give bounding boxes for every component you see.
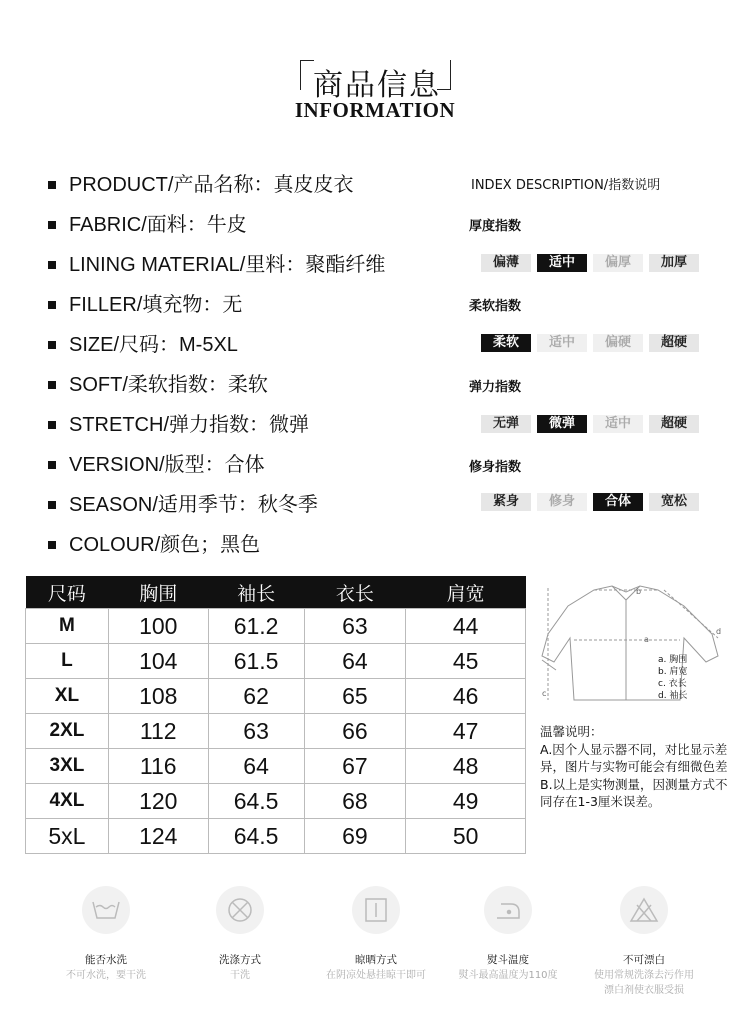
page-title: 商品信息 bbox=[313, 68, 441, 103]
table-cell: 63 bbox=[208, 714, 304, 749]
index-option: 偏厚 bbox=[593, 254, 643, 272]
index-scale-fit bbox=[481, 493, 705, 511]
index-option: 加厚 bbox=[649, 254, 699, 272]
table-cell: 108 bbox=[108, 679, 208, 714]
note-a: A.因个人显示器不同，对比显示差异，图片与实物可能会有细微色差 bbox=[540, 741, 728, 774]
index-category-label: 修身指数 bbox=[469, 460, 522, 475]
index-option: 紧身 bbox=[481, 493, 531, 511]
spec-item: SEASON/适用季节：秋冬季 bbox=[48, 492, 318, 518]
index-option: 宽松 bbox=[649, 493, 699, 511]
table-cell: 61.2 bbox=[208, 609, 304, 644]
care-title: 熨斗温度 bbox=[487, 954, 529, 966]
spec-item: FABRIC/面料：牛皮 bbox=[48, 212, 247, 238]
index-option: 偏薄 bbox=[481, 254, 531, 272]
table-cell: 5xL bbox=[26, 819, 109, 854]
measurement-diagram bbox=[534, 578, 744, 718]
column-header: 袖长 bbox=[208, 576, 304, 609]
care-icon-wrap bbox=[216, 886, 264, 934]
shirt-diagram-icon bbox=[534, 578, 744, 718]
size-table bbox=[25, 576, 526, 854]
index-option-selected: 微弹 bbox=[537, 415, 587, 433]
table-cell: 50 bbox=[406, 819, 526, 854]
index-option-selected: 适中 bbox=[537, 254, 587, 272]
index-option-selected: 合体 bbox=[593, 493, 643, 511]
table-row bbox=[26, 784, 526, 819]
table-cell: 66 bbox=[304, 714, 406, 749]
table-cell: 100 bbox=[108, 609, 208, 644]
diagram-letter-c: c bbox=[542, 689, 547, 698]
index-category-label: 厚度指数 bbox=[469, 219, 522, 234]
index-scale-softness bbox=[481, 334, 705, 352]
table-cell: 67 bbox=[304, 749, 406, 784]
column-header: 尺码 bbox=[26, 576, 109, 609]
table-cell: 63 bbox=[304, 609, 406, 644]
care-desc: 漂白剂使衣服受损 bbox=[604, 985, 684, 996]
notes bbox=[540, 723, 740, 811]
table-row bbox=[26, 819, 526, 854]
index-option: 修身 bbox=[537, 493, 587, 511]
spec-item: VERSION/版型：合体 bbox=[48, 452, 265, 478]
legend-item: c. 衣长 bbox=[658, 679, 687, 689]
legend-item: a. 胸围 bbox=[658, 655, 688, 665]
table-cell: 64.5 bbox=[208, 819, 304, 854]
spec-item: FILLER/填充物：无 bbox=[48, 292, 242, 318]
header bbox=[0, 0, 750, 130]
notes-title: 温馨说明： bbox=[540, 724, 603, 739]
care-icon-wrap bbox=[352, 886, 400, 934]
table-cell: 69 bbox=[304, 819, 406, 854]
index-heading: INDEX DESCRIPTION/指数说明 bbox=[471, 178, 661, 193]
care-icon-wrap bbox=[620, 886, 668, 934]
column-header: 衣长 bbox=[304, 576, 406, 609]
care-instructions bbox=[0, 880, 750, 1010]
note-b: B.以上是实物测量，因测量方式不同存在1-3厘米误差。 bbox=[540, 776, 728, 809]
iron-icon bbox=[484, 886, 532, 934]
spec-item: COLOUR/颜色；黑色 bbox=[48, 532, 260, 558]
care-desc: 干洗 bbox=[230, 970, 250, 981]
spec-item: PRODUCT/产品名称：真皮皮衣 bbox=[48, 172, 353, 198]
table-cell: 2XL bbox=[26, 714, 109, 749]
index-category-label: 柔软指数 bbox=[469, 299, 522, 314]
diagram-letter-a: a bbox=[644, 635, 649, 644]
index-option: 适中 bbox=[537, 334, 587, 352]
care-icon-wrap bbox=[82, 886, 130, 934]
wash-tub-icon bbox=[82, 886, 130, 934]
table-cell: 124 bbox=[108, 819, 208, 854]
spec-item: SIZE/尺码：M-5XL bbox=[48, 332, 238, 358]
table-cell: L bbox=[26, 644, 109, 679]
index-option: 无弹 bbox=[481, 415, 531, 433]
care-desc: 使用常规洗涤去污作用 bbox=[594, 970, 694, 981]
no-dryclean-circle-icon bbox=[216, 886, 264, 934]
table-cell: 64.5 bbox=[208, 784, 304, 819]
index-category-label: 弹力指数 bbox=[469, 380, 522, 395]
care-desc: 熨斗最高温度为110度 bbox=[458, 970, 558, 981]
table-row bbox=[26, 679, 526, 714]
table-cell: 61.5 bbox=[208, 644, 304, 679]
table-cell: 116 bbox=[108, 749, 208, 784]
diagram-letter-b: b bbox=[636, 587, 642, 596]
care-icon-wrap bbox=[484, 886, 532, 934]
size-table-header bbox=[26, 576, 526, 609]
page-subtitle: INFORMATION bbox=[294, 98, 456, 122]
table-cell: 47 bbox=[406, 714, 526, 749]
diagram-letter-d: d bbox=[716, 627, 722, 636]
index-option: 超硬 bbox=[649, 415, 699, 433]
table-row bbox=[26, 609, 526, 644]
drip-dry-icon bbox=[352, 886, 400, 934]
column-header: 肩宽 bbox=[406, 576, 526, 609]
spec-item: STRETCH/弹力指数：微弹 bbox=[48, 412, 309, 438]
table-cell: 64 bbox=[304, 644, 406, 679]
legend-item: b. 肩宽 bbox=[658, 667, 688, 677]
care-desc: 在阴凉处悬挂晾干即可 bbox=[326, 970, 426, 981]
care-title: 晾晒方式 bbox=[355, 954, 397, 966]
index-option-selected: 柔软 bbox=[481, 334, 531, 352]
table-row bbox=[26, 644, 526, 679]
index-option: 超硬 bbox=[649, 334, 699, 352]
index-option: 适中 bbox=[593, 415, 643, 433]
no-bleach-icon bbox=[620, 886, 668, 934]
index-option: 偏硬 bbox=[593, 334, 643, 352]
table-cell: M bbox=[26, 609, 109, 644]
care-title: 洗涤方式 bbox=[219, 954, 261, 966]
table-cell: 46 bbox=[406, 679, 526, 714]
table-cell: 44 bbox=[406, 609, 526, 644]
table-cell: 3XL bbox=[26, 749, 109, 784]
table-row bbox=[26, 749, 526, 784]
spec-item: LINING MATERIAL/里料：聚酯纤维 bbox=[48, 252, 385, 278]
table-cell: 112 bbox=[108, 714, 208, 749]
diagram-legend bbox=[658, 654, 687, 702]
table-cell: 45 bbox=[406, 644, 526, 679]
table-row bbox=[26, 714, 526, 749]
table-cell: 62 bbox=[208, 679, 304, 714]
spec-item: SOFT/柔软指数：柔软 bbox=[48, 372, 268, 398]
care-title: 能否水洗 bbox=[85, 954, 127, 966]
table-cell: XL bbox=[26, 679, 109, 714]
table-cell: 4XL bbox=[26, 784, 109, 819]
table-cell: 49 bbox=[406, 784, 526, 819]
table-cell: 68 bbox=[304, 784, 406, 819]
table-cell: 65 bbox=[304, 679, 406, 714]
table-cell: 64 bbox=[208, 749, 304, 784]
index-scale-stretch bbox=[481, 415, 705, 433]
legend-item: d. 袖长 bbox=[658, 691, 688, 701]
column-header: 胸围 bbox=[108, 576, 208, 609]
table-cell: 104 bbox=[108, 644, 208, 679]
care-title: 不可漂白 bbox=[623, 954, 665, 966]
table-cell: 120 bbox=[108, 784, 208, 819]
index-scale-thickness bbox=[481, 254, 705, 272]
table-cell: 48 bbox=[406, 749, 526, 784]
care-desc: 不可水洗，要干洗 bbox=[66, 970, 146, 981]
